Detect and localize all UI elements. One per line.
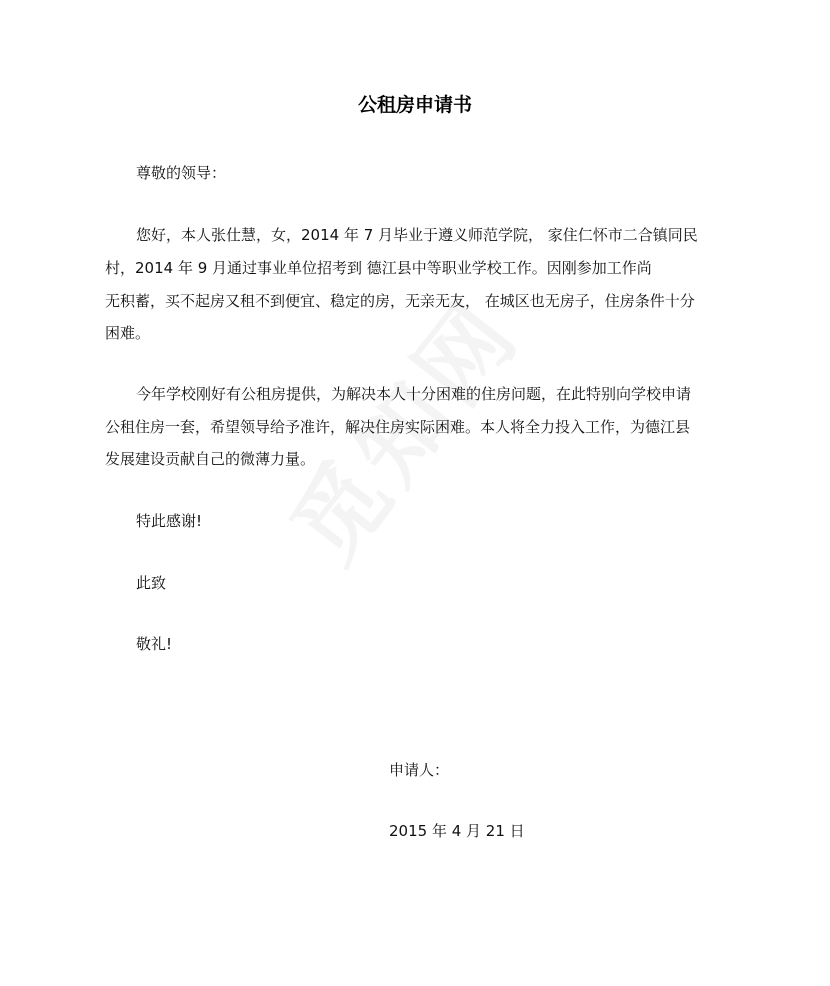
paragraph1-line1: 您好，本人张仕慧，女，2014 年 7 月毕业于遵义师范学院， 家住仁怀市二合镇同民 (136, 226, 698, 244)
paragraph1-line2: 村，2014 年 9 月通过事业单位招考到 德江县中等职业学校工作。因刚参加工作尚 (105, 259, 652, 277)
closing-line-2: 敬礼! (136, 635, 173, 653)
paragraph2-line3: 发展建设贡献自己的微薄力量。 (105, 450, 316, 468)
applicant-label: 申请人： (389, 761, 450, 779)
thanks-line: 特此感谢! (136, 512, 203, 530)
closing-line-1: 此致 (136, 574, 167, 592)
paragraph2-line1: 今年学校刚好有公租房提供，为解决本人十分困难的住房问题，在此特别向学校申请 (136, 385, 692, 403)
paragraph1-line4: 困难。 (105, 324, 151, 342)
salutation: 尊敬的领导： (136, 164, 227, 182)
paragraph2-line2: 公租住房一套，希望领导给予准许，解决住房实际困难。本人将全力投入工作，为德江县 (105, 418, 691, 436)
document-title: 公租房申请书 (357, 94, 472, 116)
application-date: 2015 年 4 月 21 日 (389, 822, 525, 840)
paragraph1-line3: 无积蓄，买不起房又租不到便宜、稳定的房，无亲无友， 在城区也无房子，住房条件十分 (105, 292, 695, 310)
